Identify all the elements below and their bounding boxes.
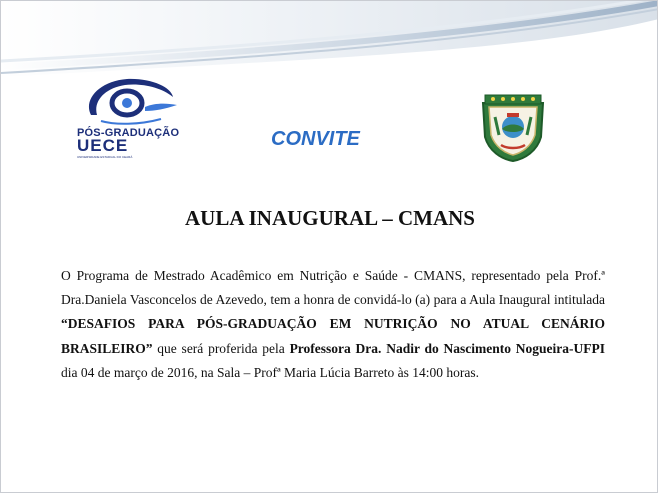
ceara-coat-of-arms-icon bbox=[471, 89, 555, 163]
speaker-name: Professora Dra. Nadir do Nascimento Nogueira-UFPI bbox=[289, 340, 605, 356]
logo-line-posgraduacao: PÓS-GRADUAÇÃO bbox=[77, 127, 180, 139]
convite-heading: CONVITE bbox=[271, 128, 360, 150]
lecture-title: “DESAFIOS PARA PÓS-GRADUAÇÃO EM NUTRIÇÃO NO ATUAL CENÁRIO BRASILEIRO” bbox=[61, 316, 605, 356]
decorative-swoosh bbox=[1, 1, 658, 81]
body-intro: O Programa de Mestrado Acadêmico em Nutrição e Saúde - CMANS, representado pela Prof.ª Dra.Daniela Vasconcelos de Azevedo, tem a honra de convidá-lo (a) para a Aula Inaugural intitulada bbox=[61, 268, 605, 308]
body-middle: que será proferida pela bbox=[152, 340, 290, 356]
uece-logo bbox=[77, 75, 187, 161]
event-title: AULA INAUGURAL – CMANS bbox=[185, 206, 475, 230]
body-details: dia 04 de março de 2016, na Sala – Profª Maria Lúcia Barreto às 14:00 horas. bbox=[61, 364, 479, 380]
logo-line-uece: UECE bbox=[77, 136, 129, 155]
invitation-body bbox=[61, 264, 605, 385]
logo-line-university: UNIVERSIDADE ESTADUAL DO CEARÁ bbox=[77, 155, 133, 159]
uece-swirl-icon bbox=[81, 75, 181, 127]
